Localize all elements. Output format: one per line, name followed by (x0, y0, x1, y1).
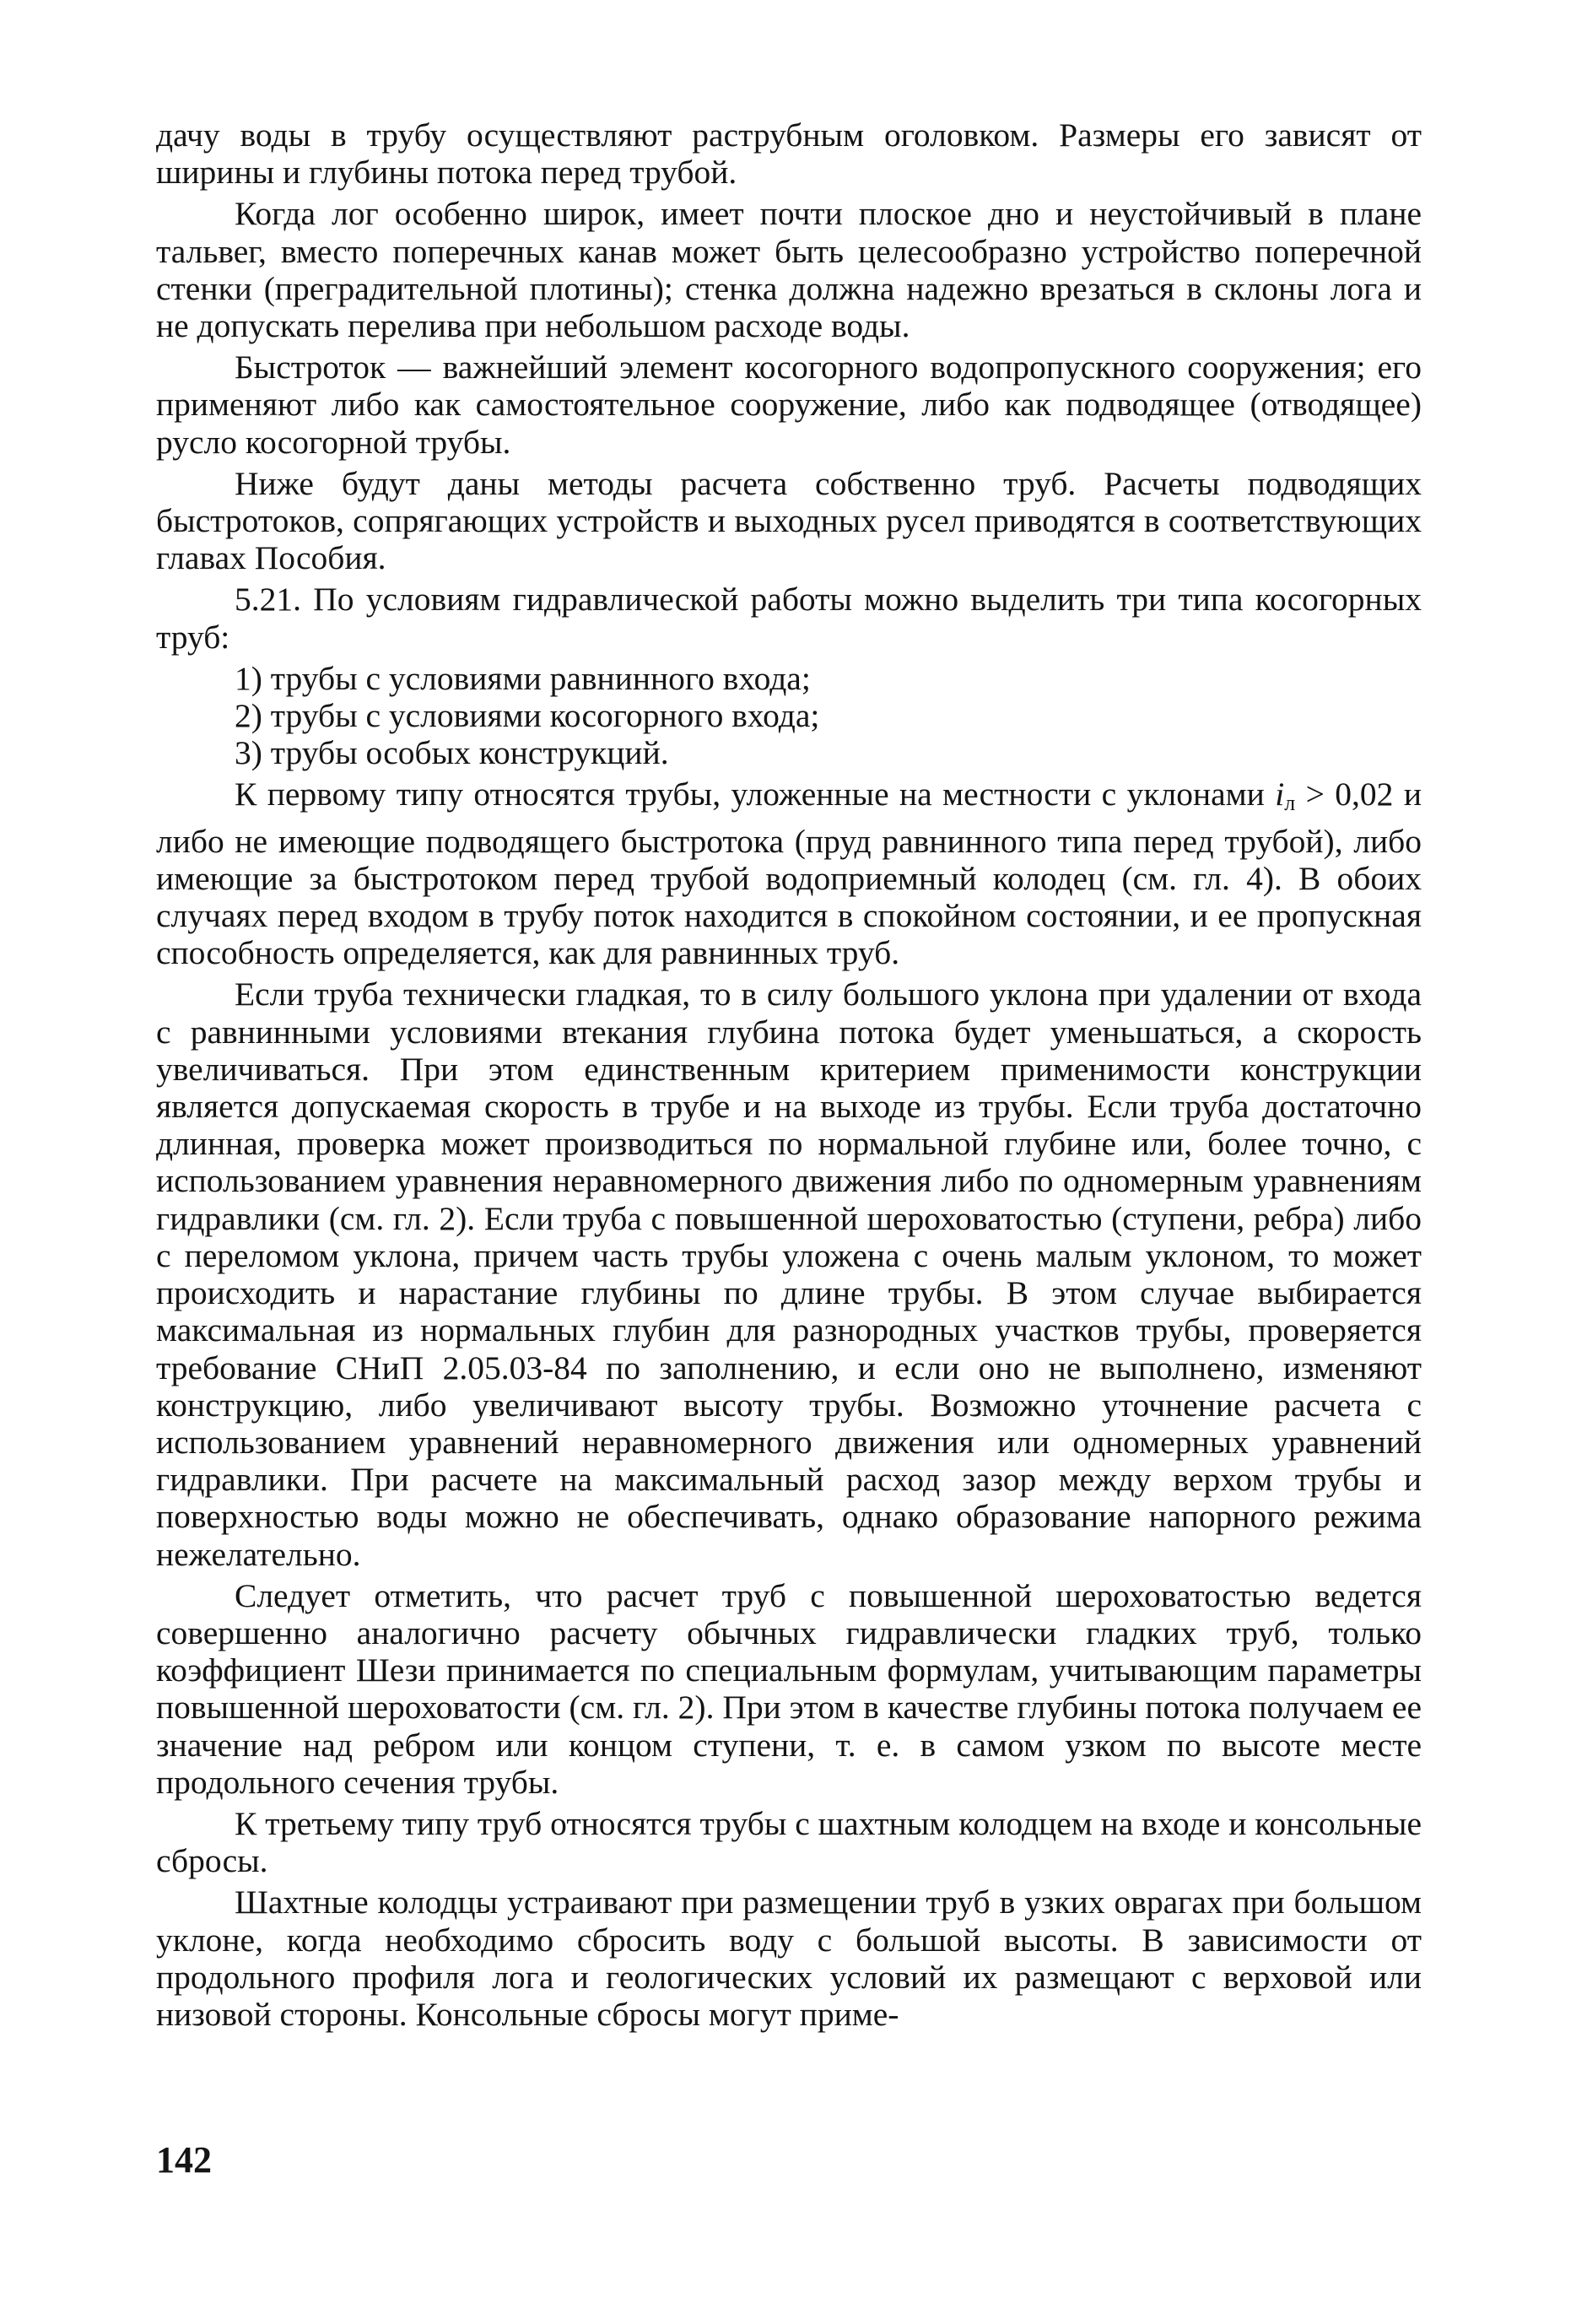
paragraph-third-type: К третьему типу труб относятся трубы с шахтным колодцем на входе и консольные сбросы. (156, 1804, 1422, 1880)
first-type-rest: > 0,02 и либо не имеющие подводящего быстротока (пруд равнинного типа перед трубой), либо имеющие за быстротоком перед трубой водоприемный колодец (см. гл. 4). В обоих случаях перед входом в трубу поток находится в спокойном состоянии, и ее пропускная способность определяется, как для равнинных труб. (156, 776, 1422, 972)
paragraph-smooth-pipe: Если труба технически гладкая, то в силу большого уклона при удалении от входа с равнинными условиями втекания глубина потока будет уменьшаться, а скорость увеличиваться. При этом единственным критерием применимости конструкции является допускаемая скорость в трубе и на выходе из трубы. Если труба достаточно длинная, проверка может производиться по нормальной глубине или, более точно, с использованием уравнения неравномерного движения либо по одномерным уравнениям гидравлики (см. гл. 2). Если труба с повышенной шероховатостью (ступени, ребра) либо с переломом уклона, причем часть трубы уложена с очень малым уклоном, то может происходить и нарастание глубины по длине трубы. В этом случае выбирается максимальная из нормальных глубин для разнородных участков трубы, проверяется требование СНиП 2.05.03-84 по заполнению, и если оно не выполнено, изменяют конструкцию, либо увеличивают высоту трубы. Возможно уточнение расчета с использованием уравнений неравномерного движения или одномерных уравнений гидравлики. При расчете на максимальный расход зазор между верхом трубы и поверхностью воды можно не обеспечивать, однако образование напорного режима нежелательно. (156, 976, 1422, 1573)
page-body (156, 116, 1422, 2037)
slope-subscript: л (1284, 791, 1296, 816)
paragraph-continuation: дачу воды в трубу осуществляют раструбным оголовком. Размеры его зависят от ширины и глубины потока перед трубой. (156, 116, 1422, 192)
slope-symbol: i (1275, 776, 1285, 813)
list-item-3: 3) трубы особых конструкций. (235, 734, 669, 772)
paragraph-wide-log: Когда лог особенно широк, имеет почти плоское дно и неустойчивый в плане тальвег, вместо поперечных канав может быть целесообразно устройство поперечной стенки (преградительной плотины); стенка должна надежно врезаться в склоны лога и не допускать перелива при небольшом расходе воды. (156, 195, 1422, 345)
paragraph-shaft-wells: Шахтные колодцы устраивают при размещении труб в узких оврагах при большом уклоне, когда необходимо сбросить воду с большой высоты. В зависимости от продольного профиля лога и геологических условий их размещают с верховой или низовой стороны. Консольные сбросы могут приме- (156, 1884, 1422, 2033)
paragraph-first-type (156, 776, 1422, 971)
paragraph-section-5-21: 5.21. По условиям гидравлической работы можно выделить три типа косогорных труб: (156, 581, 1422, 656)
paragraph-roughness: Следует отметить, что расчет труб с повышенной шероховатостью ведется совершенно аналогично расчету обычных гидравлически гладких труб, только коэффициент Шези принимается по специальным формулам, учитывающим параметры повышенной шероховатости (см. гл. 2). При этом в качестве глубины потока получаем ее значение над ребром или концом ступени, т. е. в самом узком по высоте месте продольного сечения трубы. (156, 1576, 1422, 1801)
list-item-1: 1) трубы с условиями равнинного входа; (235, 659, 811, 697)
paragraph-methods: Ниже будут даны методы расчета собственно труб. Расчеты подводящих быстротоков, сопрягающих устройств и выходных русел приводятся в соответствующих главах Пособия. (156, 464, 1422, 577)
paragraph-bystrotok: Быстроток — важнейший элемент косогорного водопропускного сооружения; его применяют либо как самостоятельное сооружение, либо как подводящее (отводящее) русло косогорной трубы. (156, 349, 1422, 461)
list-item-2: 2) трубы с условиями косогорного входа; (235, 697, 820, 735)
first-type-lead: К первому типу относятся трубы, уложенные на местности с уклонами (235, 776, 1265, 813)
page-number: 142 (156, 2139, 212, 2181)
